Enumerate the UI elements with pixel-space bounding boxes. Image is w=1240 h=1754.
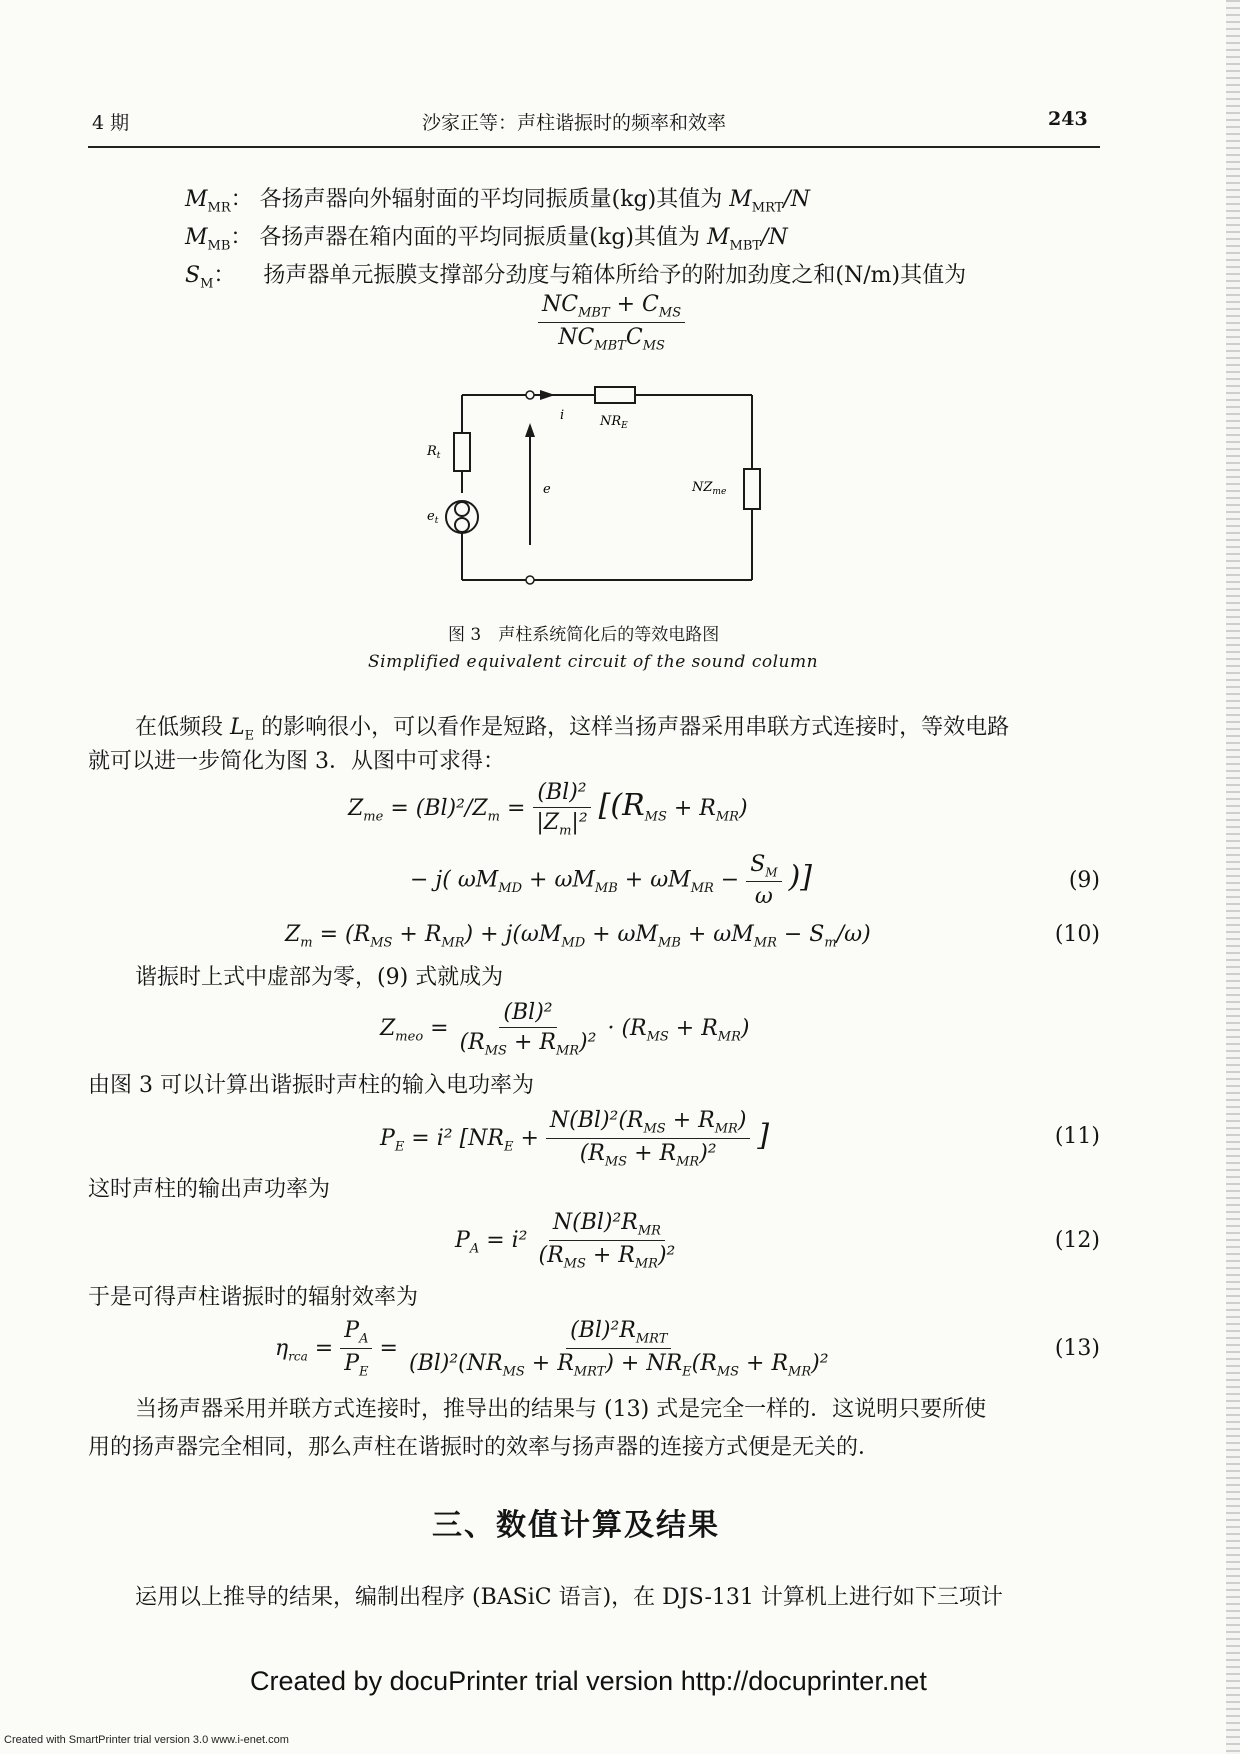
- eq9-line1: $Z_{me} = (Bl)^2/Z_m$ = $\frac{\text{(Bl)²}}{|Z_m|^2}$ [$(R_{MS} + R_{MR})$: [348, 780, 748, 839]
- eq10-number: (10): [1054, 922, 1100, 947]
- eq11-number: (11): [1054, 1124, 1100, 1149]
- svg-text:Rt: $R_t$: [427, 444, 441, 461]
- para-input-power: 由图 3 可以计算出谐振时声柱的输入电功率为: [88, 1073, 534, 1098]
- para-computation: 运用以上推导的结果，编制出程序 (BASiC 语言)，在 DJS-131 计算机上进行如下三项计: [135, 1585, 1003, 1610]
- eq-zmeo: $Z_{meo}$ = $\frac{\text{(Bl)²}}{(R_{MS} + R_{MR})^2}$ · $(R_{MS} + R_{MR})$: [380, 1000, 750, 1059]
- eq9-number: (9): [1068, 868, 1100, 893]
- watermark-docuprinter: Created by docuPrinter trial version http://docuprinter.net: [250, 1666, 927, 1696]
- label-source: e: [427, 509, 435, 524]
- para-parallel-line2: 用的扬声器完全相同，那么声柱在谐振时的效率与扬声器的连接方式便是无关的．: [88, 1435, 881, 1460]
- label-voltage: e: [543, 482, 551, 497]
- para-efficiency: 于是可得声柱谐振时的辐射效率为: [88, 1285, 419, 1310]
- para-resonance: 谐振时上式中虚部为零，(9) 式就成为: [135, 965, 504, 990]
- label-nzme: NZ: [692, 480, 713, 495]
- svg-text:et: $e_t$: [427, 509, 439, 526]
- scan-edge-artifact: [1226, 0, 1240, 1754]
- eq9-line2: − j( $\omega M_{MD} + \omega M_{MB} + \omega M_{MR}$ − $\frac{S_M}{\omega}$ )]: [410, 852, 813, 910]
- label-rt: R: [427, 444, 437, 459]
- load-nzme: [744, 469, 760, 509]
- figure-caption-cn: 图 3 声柱系统简化后的等效电路图: [448, 625, 720, 645]
- current-arrow: [540, 390, 555, 400]
- eq11: $P_E = i^2$ [$NR_E$ + $\frac{N(Bl)^2(R_{MS} + R_{MR})}{(R_{MS} + R_{MR})^2}$ ]: [380, 1108, 770, 1170]
- watermark-smartprinter: Created with SmartPrinter trial version 3.0 www.i-enet.com: [4, 1734, 289, 1746]
- eq10: $Z_m = (R_{MS} + R_{MR}) + j(\omega M_{MD} + \omega M_{MB} + \omega M_{MR} - S_m/\omega)$: [285, 922, 871, 951]
- running-title: 沙家正等：声柱谐振时的频率和效率: [422, 112, 727, 134]
- label-nre: NR: [600, 414, 622, 429]
- svg-text:NZme: $NZ_{me}$: [692, 480, 727, 497]
- resistor-nre: [595, 387, 635, 403]
- def-mmr: $M_{MR}$： 各扬声器向外辐射面的平均同振质量(kg)其值为 $M_{MRT}/N$: [185, 187, 810, 216]
- def-mmb: $M_{MB}$： 各扬声器在箱内面的平均同振质量(kg)其值为 $M_{MBT}/N$: [185, 225, 788, 254]
- terminal-bottom: [526, 576, 534, 584]
- eq13: $\eta_{rca}$ = $\frac{P_A}{P_E}$ = $\frac{(Bl)^2R_{MRT}}{(Bl)^2(NR_{MS} + R_{MRT}) + NR_E(R_{MS} + R_{MR})^2}$: [275, 1318, 829, 1380]
- def-sm: $S_M$： 扬声器单元振膜支撑部分劲度与箱体所给予的附加劲度之和(N/m)其值为: [185, 263, 967, 292]
- stiffness-fraction: $\frac{NC_{MBT} + C_{MS}}{NC_{MBT}C_{MS}}$: [538, 292, 685, 354]
- figure-caption-en: Simplified equivalent circuit of the sound column: [368, 652, 819, 672]
- eq12: $P_A = i^2$ $\frac{N(Bl)^2R_{MR}}{(R_{MS} + R_{MR})^2}$: [455, 1210, 676, 1272]
- terminal-top: [526, 391, 534, 399]
- para-low-freq-line2: 就可以进一步简化为图 3．从图中可求得：: [88, 749, 505, 774]
- eq13-number: (13): [1054, 1336, 1100, 1361]
- circuit-diagram: [400, 375, 780, 590]
- header-rule: [88, 146, 1100, 148]
- issue-number: 4 期: [92, 112, 130, 134]
- svg-text:NRE: $NR_E$: [600, 414, 628, 431]
- eq12-number: (12): [1054, 1228, 1100, 1253]
- resistor-rt: [454, 433, 470, 471]
- label-current: i: [560, 408, 565, 423]
- section-title: 三、数值计算及结果: [432, 1508, 720, 1543]
- para-low-freq-line1: 在低频段 $L_E$ 的影响很小，可以看作是短路，这样当扬声器采用串联方式连接时，等效电路: [135, 715, 1010, 744]
- page-number: 243: [1048, 108, 1088, 130]
- para-output-power: 这时声柱的输出声功率为: [88, 1177, 331, 1202]
- para-parallel-line1: 当扬声器采用并联方式连接时，推导出的结果与 (13) 式是完全一样的．这说明只要所使: [135, 1397, 987, 1422]
